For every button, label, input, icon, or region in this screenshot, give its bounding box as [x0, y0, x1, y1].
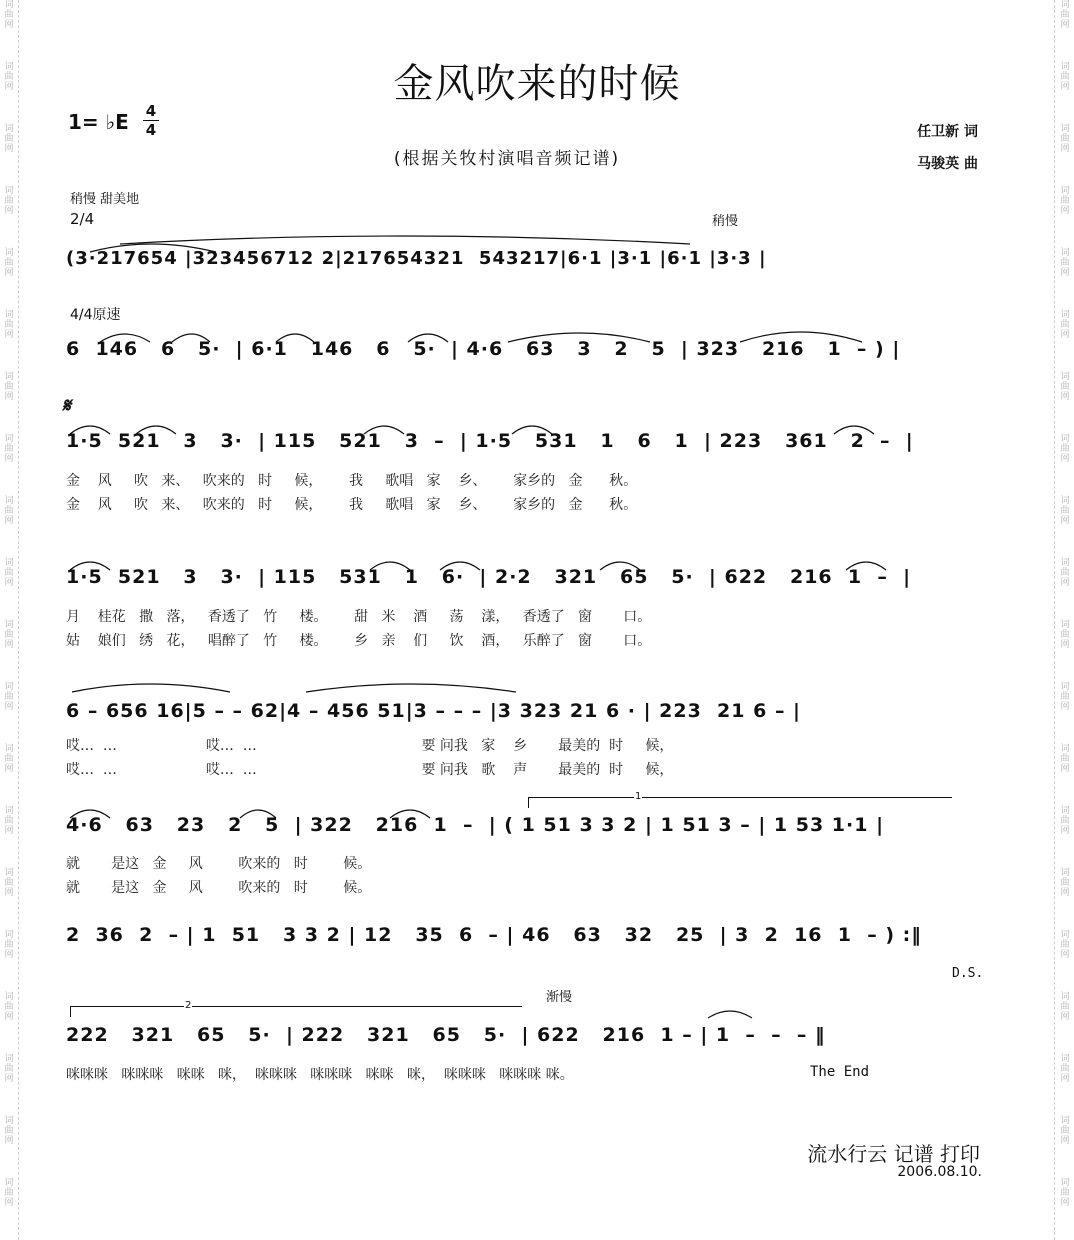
side-watermark-text: 词 曲 网: [4, 1054, 14, 1084]
slur: [136, 426, 176, 434]
slur: [120, 236, 690, 244]
tempo-rit: 渐慢: [546, 990, 573, 1005]
meter-top: 4: [145, 102, 157, 120]
side-watermark-text: 词 曲 网: [4, 434, 14, 464]
composer-credit: 马骏英 曲: [917, 156, 978, 172]
side-watermark-text: 词 曲 网: [4, 496, 14, 526]
slur: [846, 562, 886, 570]
slur: [276, 334, 314, 342]
lyric-line-8: 咪咪咪 咪咪咪 咪咪 咪， 咪咪咪 咪咪咪 咪咪 咪， 咪咪咪 咪咪咪 咪。: [66, 1067, 574, 1083]
side-watermark-text: 词 曲 网: [4, 744, 14, 774]
lyric-line-4b: 姑 娘们 绣 花， 唱醉了 竹 楼。 乡 亲 们 饮 酒， 乐醉了 窗 口。: [66, 633, 652, 649]
side-watermark-text: 词 曲 网: [4, 992, 14, 1022]
tempo-slow: 稍慢: [712, 214, 739, 229]
side-watermark-text: 词 曲 网: [4, 62, 14, 92]
side-watermark-text: 词 曲 网: [4, 930, 14, 960]
notation-line-3: 1·5 521 3 3· | 115 521 3 – | 1·5 531 1 6 1 | 223 361 2 – |: [66, 430, 914, 452]
first-ending-number: 1: [635, 791, 642, 802]
side-watermark-text: 词 曲 网: [1060, 0, 1070, 30]
slur: [306, 684, 516, 692]
subtitle: (根据关牧村演唱音频记谱): [393, 149, 621, 169]
intro-meter: 2/4: [70, 210, 95, 228]
slur: [740, 332, 862, 342]
slur: [172, 334, 210, 342]
segno-sign: 𝄋: [62, 393, 71, 417]
side-watermark-text: 词 曲 网: [4, 1178, 14, 1208]
side-watermark-text: 词 曲 网: [1060, 496, 1070, 526]
side-watermark-text: 词 曲 网: [1060, 434, 1070, 464]
side-watermark-text: 词 曲 网: [1060, 1178, 1070, 1208]
notation-line-7: 2 36 2 – | 1 51 3 3 2 | 12 35 6 – | 46 63 32 25 | 3 2 16 1 – ) :‖: [66, 924, 922, 946]
side-watermark-text: 词 曲 网: [1060, 62, 1070, 92]
slur: [100, 334, 150, 342]
side-watermark-text: 词 曲 网: [1060, 372, 1070, 402]
key-text: 1= ♭E: [68, 110, 129, 134]
slur: [72, 684, 230, 692]
tempo-original: 4/4原速: [70, 307, 121, 323]
slur: [508, 333, 650, 342]
ds-mark: D.S.: [952, 966, 984, 981]
lyric-line-5a: 哎… … 哎… … 要 问我 家 乡 最美的 时 候，: [66, 738, 674, 754]
side-watermark-text: 词 曲 网: [1060, 868, 1070, 898]
slur: [834, 426, 874, 434]
side-watermark-text: 词 曲 网: [4, 186, 14, 216]
side-watermark-text: 词 曲 网: [1060, 248, 1070, 278]
lyric-line-6a: 就 是这 金 风 吹来的 时 候。: [66, 856, 372, 872]
side-watermark-text: 词 曲 网: [1060, 682, 1070, 712]
side-watermark-text: 词 曲 网: [4, 310, 14, 340]
notation-line-5: 6 – 656 16|5 – – 62|4 – 456 51|3 – – – |3 323 21 6 · | 223 21 6 – |: [66, 700, 801, 722]
meter-bottom: 4: [145, 121, 157, 139]
slur: [600, 562, 640, 570]
side-watermark-text: 词 曲 网: [4, 1116, 14, 1146]
side-watermark-text: 词 曲 网: [1060, 558, 1070, 588]
notation-line-4: 1·5 521 3 3· | 115 531 1 6· | 2·2 321 65 5· | 622 216 1 – |: [66, 566, 912, 588]
side-watermark-text: 词 曲 网: [1060, 310, 1070, 340]
slur: [390, 810, 430, 818]
side-watermark-text: 词 曲 网: [4, 558, 14, 588]
side-watermark-text: 词 曲 网: [1060, 124, 1070, 154]
side-watermark-text: 词 曲 网: [1060, 992, 1070, 1022]
slur: [512, 426, 552, 434]
side-watermark-text: 词 曲 网: [4, 248, 14, 278]
side-watermark-text: 词 曲 网: [4, 124, 14, 154]
slur: [708, 1011, 752, 1018]
side-watermark-text: 词 曲 网: [1060, 620, 1070, 650]
lyric-line-3a: 金 风 吹 来、 吹来的 时 候， 我 歌唱 家 乡、 家乡的 金 秋。: [66, 473, 638, 489]
slur: [364, 426, 404, 434]
tempo-intro: 稍慢 甜美地: [70, 192, 140, 207]
side-watermark-text: 词 曲 网: [1060, 1116, 1070, 1146]
slur: [408, 334, 448, 342]
slur: [70, 426, 110, 434]
side-watermark-text: 词 曲 网: [4, 0, 14, 30]
slur: [70, 562, 110, 570]
slur: [370, 562, 410, 570]
notation-line-6: 4·6 63 23 2 5 | 322 216 1 – | ( 1 51 3 3 2 | 1 51 3 – | 1 53 1·1 |: [66, 814, 885, 836]
side-watermark-text: 词 曲 网: [1060, 186, 1070, 216]
lyric-line-3b: 金 风 吹 来、 吹来的 时 候， 我 歌唱 家 乡、 家乡的 金 秋。: [66, 497, 638, 513]
side-watermark-text: 词 曲 网: [1060, 1054, 1070, 1084]
lyric-line-6b: 就 是这 金 风 吹来的 时 候。: [66, 880, 372, 896]
second-ending-number: 2: [185, 1000, 192, 1011]
song-title: 金风吹来的时候: [393, 61, 681, 107]
lyric-line-5b: 哎… … 哎… … 要 问我 歌 声 最美的 时 候，: [66, 762, 674, 778]
slur: [440, 562, 480, 570]
side-watermark-text: 词 曲 网: [4, 806, 14, 836]
side-watermark-text: 词 曲 网: [4, 682, 14, 712]
transcriber-signature: 流水行云 记谱 打印: [807, 1142, 980, 1166]
side-watermark-text: 词 曲 网: [4, 372, 14, 402]
lyric-line-4a: 月 桂花 撒 落， 香透了 竹 楼。 甜 米 酒 荡 漾， 香透了 窗 口。: [66, 609, 652, 625]
notation-line-2: 6 146 6 5· | 6·1 146 6 5· | 4·6 63 3 2 5 | 323 216 1 – ) |: [66, 338, 901, 360]
side-watermark-text: 词 曲 网: [1060, 744, 1070, 774]
slur: [240, 810, 276, 818]
slur: [90, 244, 216, 252]
side-watermark-text: 词 曲 网: [4, 868, 14, 898]
side-watermark-text: 词 曲 网: [4, 620, 14, 650]
notation-line-8: 222 321 65 5· | 222 321 65 5· | 622 216 1 – | 1 – – – ‖: [66, 1024, 826, 1046]
notation-line-1: (3·217654 |323456712 2|217654321 543217|6·1 |3·1 |6·1 |3·3 |: [66, 248, 767, 269]
slur: [70, 810, 110, 818]
transcription-date: 2006.08.10.: [897, 1164, 982, 1180]
side-watermark-text: 词 曲 网: [1060, 806, 1070, 836]
the-end-label: The End: [810, 1064, 870, 1080]
lyricist-credit: 任卫新 词: [917, 124, 978, 140]
side-watermark-text: 词 曲 网: [1060, 930, 1070, 960]
